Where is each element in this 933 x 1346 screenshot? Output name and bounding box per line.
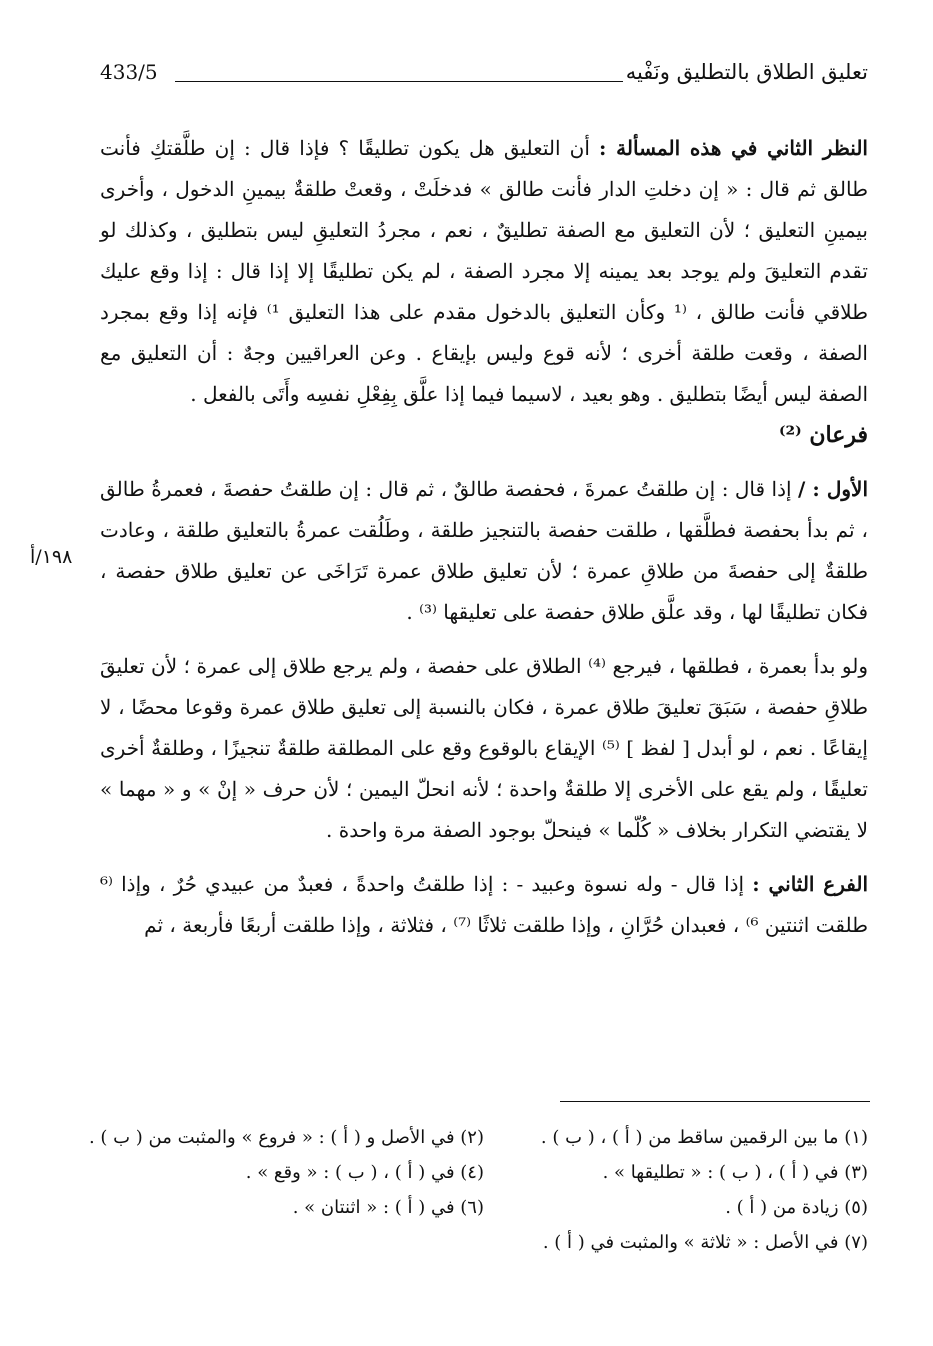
footnotes	[88, 1120, 868, 1260]
paragraph-text: أن التعليق هل يكون تطليقًا ؟ فإذا قال : إن طلَّقتكِ فأنت طالق ثم قال : « إن دخلتِ الدار فأنت طالق » فدخلَتْ ، وقعتْ طلقةٌ بيمينِ الدخول ، وأخرى بيمينِ التعليق ؛ لأن التعليق مع الصفة تطليقٌ ، نعم ، مجردُ التعليقِ ليس بتطليق ، وكذلك لو تقدم التعليقَ ولم يوجد بعد يمينه إلا مجرد الصفة ، لم يكن تطليقًا إلا إذا قال : إذا وقع عليك طلاقي فأنت طالق ، ⁽¹ وكأن التعليق بالدخول مقدم على هذا التعليق ¹⁾ فإنه إذا وقع بمجرد الصفة ، وقعت طلقة أخرى ؛ لأنه قوع وليس بإيقاع . وعن العراقيين وجهٌ : أن التعليق مع الصفة ليس أيضًا بتطليق . وهو بعيد ، لاسيما فيما إذا علَّق بِفِعْلِ نفسِه وأَتَى بالفعل .	[100, 136, 868, 406]
paragraph-text: ولو بدأ بعمرة ، فطلقها ، فيرجع ⁽⁴⁾ الطلاق على حفصة ، ولم يرجع طلاق إلى عمرة ؛ لأن تعليقَ طلاقِ حفصة ، سَبَقَ تعليقَ طلاق عمرة ، فكان بالنسبة إلى تعليق طلاق عمرة وقوعا محضًا ، لا إيقاعًا . نعم ، لو أبدل [ لفظ ] ⁽⁵⁾ الإيقاع بالوقوع وقع على المطلقة طلقةٌ تنجيزًا ، وطلقةٌ أخرى تعليقًا ، ولم يقع على الأخرى إلا طلقةٌ واحدة ؛ لأنه انحلّ اليمين ؛ لأن حرف « إنْ » و « مهما » لا يقتضي التكرار بخلاف « كُلّما » فينحلّ بوجود الصفة مرة واحدة .	[100, 654, 868, 842]
paragraph-heading: النظر الثاني في هذه المسألة :	[599, 136, 868, 160]
paragraph-text: إذا قال : إن طلقتُ عمرةَ ، فحفصة طالقٌ ، ثم قال : إن طلقتُ حفصةَ ، فعمرةُ طالق ، ثم بدأ بحفصة فطلَّقها ، طلقت حفصة بالتنجيز طلقة ، وطَلُقت عمرةُ بالتعليق طلقة ، وعادت طلقةٌ إلى حفصةَ من طلاقِ عمرة ؛ لأن تعليق طلاق عمرة تَرَاخَى عن تعليق طلاق حفصة ، فكان تطليقًا لها ، وقد علَّق طلاق حفصة على تعليقها ⁽³⁾ .	[100, 477, 868, 624]
paragraph-first-branch	[100, 469, 868, 633]
paragraph-text: إذا قال - وله نسوة وعبيد - : إذا طلقتُ واحدةً ، فعبدٌ من عبيدي حُرٌ ، وإذا ⁽⁶ طلقت اثنتين ⁶⁾ ، فعبدان حُرَّانِ ، وإذا طلقت ثلاثًا ⁽⁷⁾ ، فثلاثة ، وإذا طلقت أربعًا فأربعة ، ثم	[100, 872, 868, 937]
paragraph-second-view	[100, 128, 868, 415]
section-heading: فرعان ⁽²⁾	[778, 422, 868, 448]
header-rule	[175, 81, 623, 82]
footnote-row	[88, 1120, 868, 1155]
page-number: 433/5	[100, 60, 158, 84]
footnote-5: (٥) زيادة من ( أ ) .	[725, 1197, 868, 1218]
footnote-6: (٦) في ( أ ) : « اثنتان » .	[292, 1197, 484, 1218]
running-title: تعليق الطلاق بالتطليق ونَفْيه	[625, 60, 868, 84]
margin-folio-note: ١٩٨/أ	[30, 546, 73, 568]
paragraph-heading: الفرع الثاني :	[752, 872, 868, 896]
footnote-2: (٢) في الأصل و ( أ ) : « فروع » والمثبت من ( ب ) .	[88, 1127, 484, 1148]
footnote-7: (٧) في الأصل : « ثلاثة » والمثبت في ( أ ) .	[542, 1232, 868, 1253]
main-text	[100, 128, 868, 946]
paragraph-heading: الأول : /	[798, 477, 869, 501]
footnote-rule	[560, 1101, 870, 1102]
footnote-1: (١) ما بين الرقمين ساقط من ( أ ) ، ( ب ) .	[540, 1127, 868, 1148]
footnote-row	[100, 1155, 868, 1190]
paragraph-second-branch	[100, 864, 868, 946]
footnote-3: (٣) في ( أ ) ، ( ب ) : « تطليقها » .	[602, 1162, 868, 1183]
paragraph-umra-case	[100, 646, 868, 851]
footnote-row	[100, 1225, 868, 1260]
footnote-row	[100, 1190, 868, 1225]
footnote-4: (٤) في ( أ ) ، ( ب ) : « وقع » .	[245, 1162, 484, 1183]
page-header	[100, 58, 868, 94]
